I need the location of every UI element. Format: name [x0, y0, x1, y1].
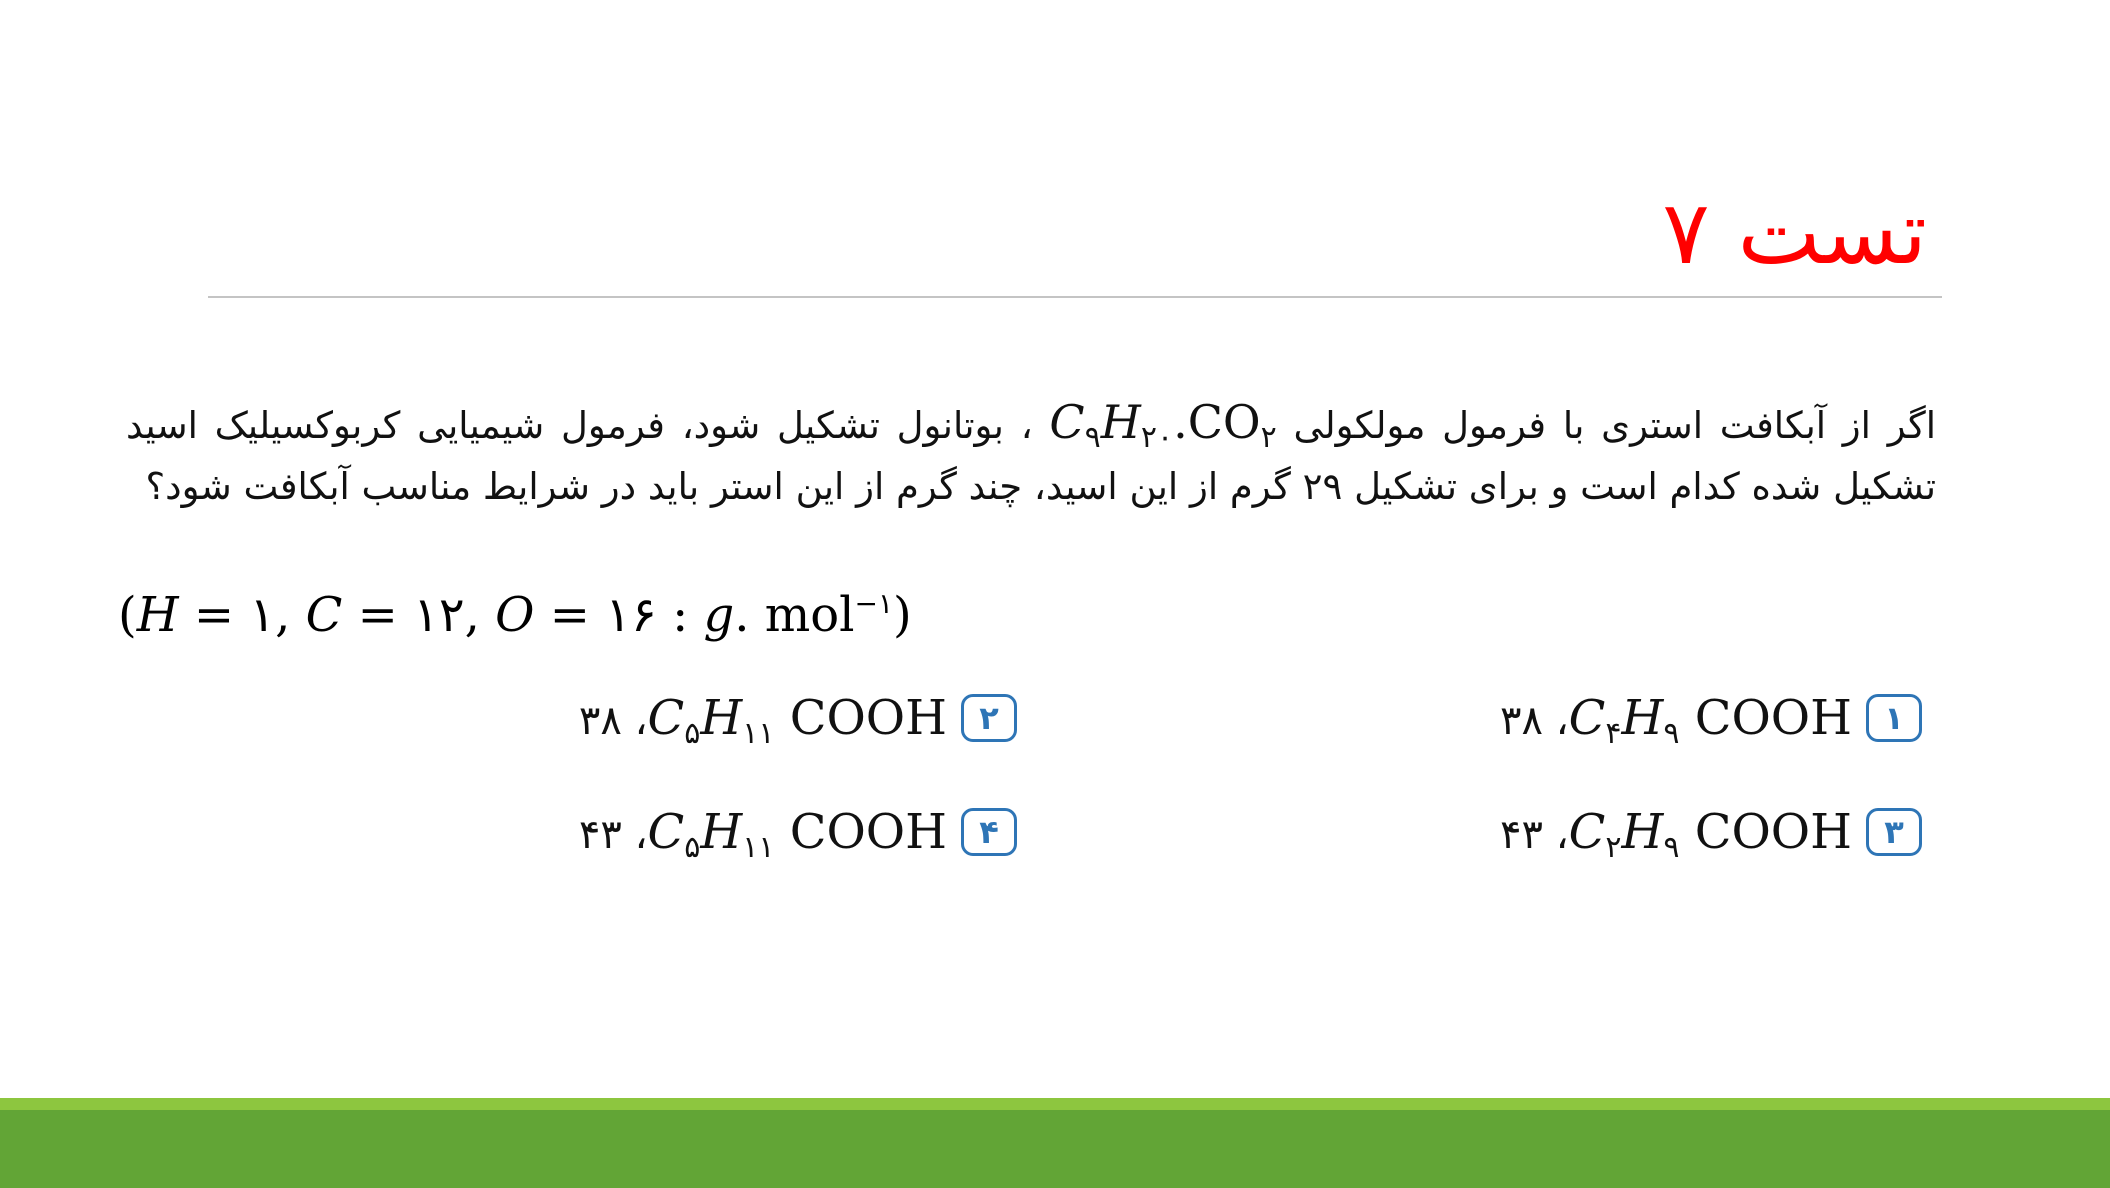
ester-formula: $C_۹H_{۲۰}.CO_۲$ — [1049, 395, 1277, 455]
question-text — [126, 392, 1936, 517]
question-body: ، بوتانول تشکیل شود، فرمول شیمیایی کربوکسیلیک اسید تشکیل شده کدام است و برای تشکیل ۲۹ گرم از این اسید، چند گرم از این استر باید در شرایط مناسب آبکافت شود؟ — [126, 404, 1936, 508]
option-3-text: $C_۲H_۹$ COOH، ۴۳ — [1500, 804, 1852, 865]
footer-band-dark — [0, 1110, 2110, 1188]
option-3-badge: ۳ — [1866, 808, 1922, 856]
slide-title: تست ۷ — [1662, 181, 1927, 284]
option-4-badge: ۴ — [961, 808, 1017, 856]
option-3[interactable] — [1500, 797, 1922, 867]
atomic-masses: (H = ۱, C = ۱۲, O = ۱۶ : g. mol$^{-۱}$) — [118, 587, 912, 643]
question-intro: اگر از آبکافت استری با فرمول مولکولی — [1276, 404, 1937, 447]
option-2[interactable] — [579, 683, 1017, 753]
option-1-text: $C_۴H_۹$ COOH، ۳۸ — [1500, 690, 1852, 751]
option-1[interactable] — [1500, 683, 1922, 753]
footer-band-light — [0, 1098, 2110, 1110]
option-4-text: $C_۵H_{۱۱}$ COOH، ۴۳ — [578, 804, 947, 865]
option-1-badge: ۱ — [1866, 694, 1922, 742]
title-divider — [208, 296, 1942, 298]
option-2-badge: ۲ — [961, 694, 1017, 742]
option-4[interactable] — [579, 797, 1017, 867]
option-2-text: $C_۵H_{۱۱}$ COOH، ۳۸ — [578, 690, 947, 751]
